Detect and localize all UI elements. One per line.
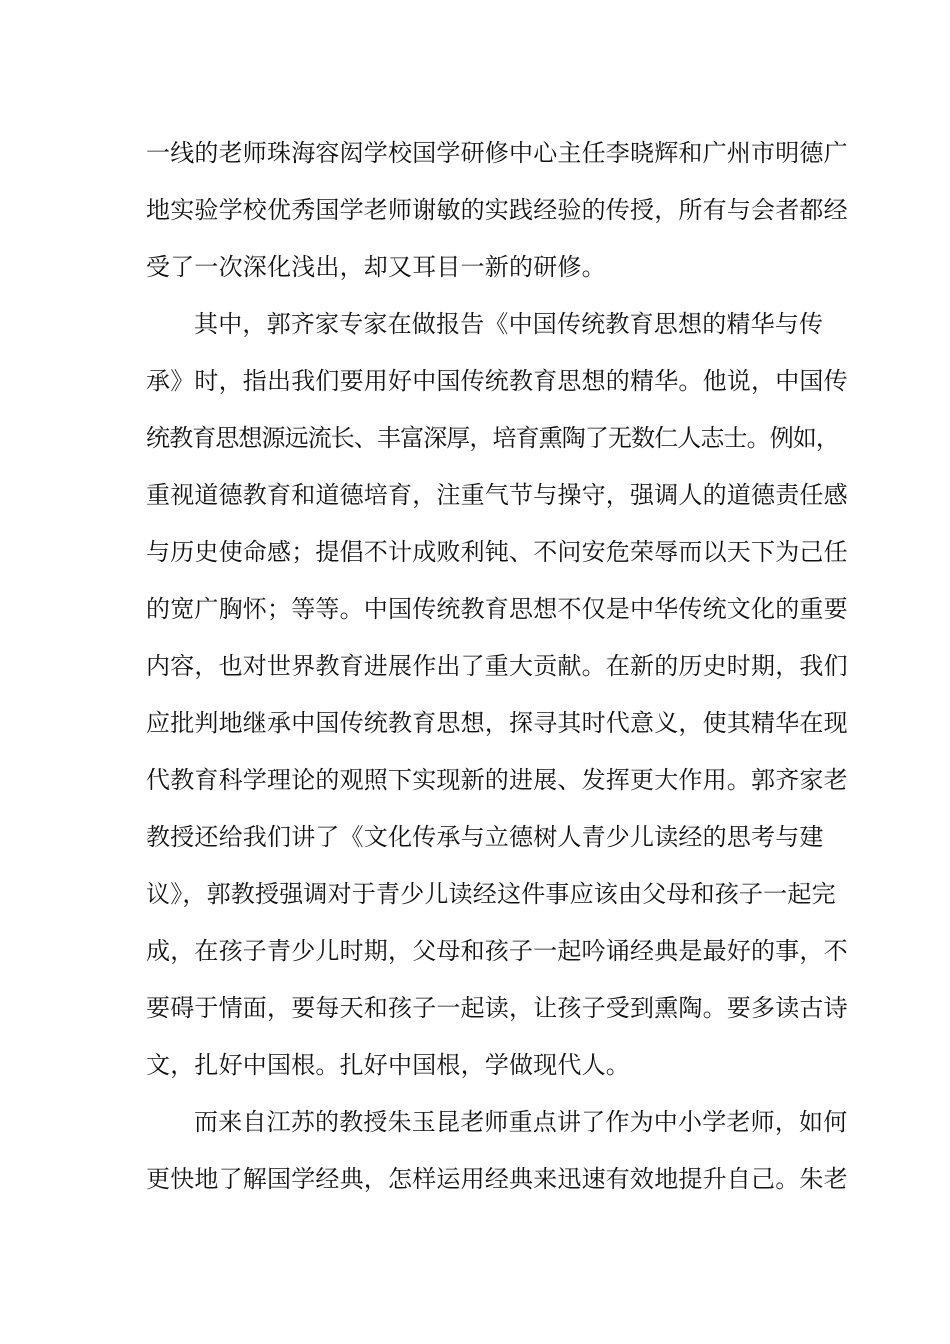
text-line: 内容，也对世界教育进展作出了重大贡献。在新的历史时期，我们 [146,652,848,680]
paragraph-first-line: 其中，郭齐家专家在做报告《中国传统教育思想的精华与传 [194,310,824,338]
text-line: 更快地了解国学经典，怎样运用经典来迅速有效地提升自己。朱老 [146,1165,848,1193]
text-line: 教授还给我们讲了《文化传承与立德树人青少儿读经的思考与建 [146,823,824,851]
text-line: 文，扎好中国根。扎好中国根，学做现代人。 [146,1051,630,1079]
text-line: 代教育科学理论的观照下实现新的进展、发挥更大作用。郭齐家老 [146,766,848,794]
text-line: 应批判地继承中国传统教育思想，探寻其时代意义，使其精华在现 [146,709,848,737]
text-line: 地实验学校优秀国学老师谢敏的实践经验的传授，所有与会者都经 [146,196,848,224]
text-line: 要碍于情面，要每天和孩子一起读，让孩子受到熏陶。要多读古诗 [146,994,848,1022]
text-line: 成，在孩子青少儿时期，父母和孩子一起吟诵经典是最好的事，不 [146,937,848,965]
text-line: 议》，郭教授强调对于青少儿读经这件事应该由父母和孩子一起完 [146,880,836,908]
text-line: 受了一次深化浅出，却又耳目一新的研修。 [146,253,606,281]
text-line: 重视道德教育和道德培育，注重气节与操守，强调人的道德责任感 [146,481,848,509]
text-line: 承》时，指出我们要用好中国传统教育思想的精华。他说，中国传 [146,367,848,395]
text-line: 一线的老师珠海容闳学校国学研修中心主任李晓辉和广州市明德广 [146,139,848,167]
text-line: 统教育思想源远流长、丰富深厚，培育熏陶了无数仁人志士。例如， [146,424,839,452]
text-line: 与历史使命感；提倡不计成败利钝、不问安危荣辱而以天下为己任 [146,538,848,566]
paragraph-first-line: 而来自江苏的教授朱玉昆老师重点讲了作为中小学老师，如何 [194,1108,848,1136]
text-line: 的宽广胸怀；等等。中国传统教育思想不仅是中华传统文化的重要 [146,595,848,623]
body-text [146,125,848,1208]
